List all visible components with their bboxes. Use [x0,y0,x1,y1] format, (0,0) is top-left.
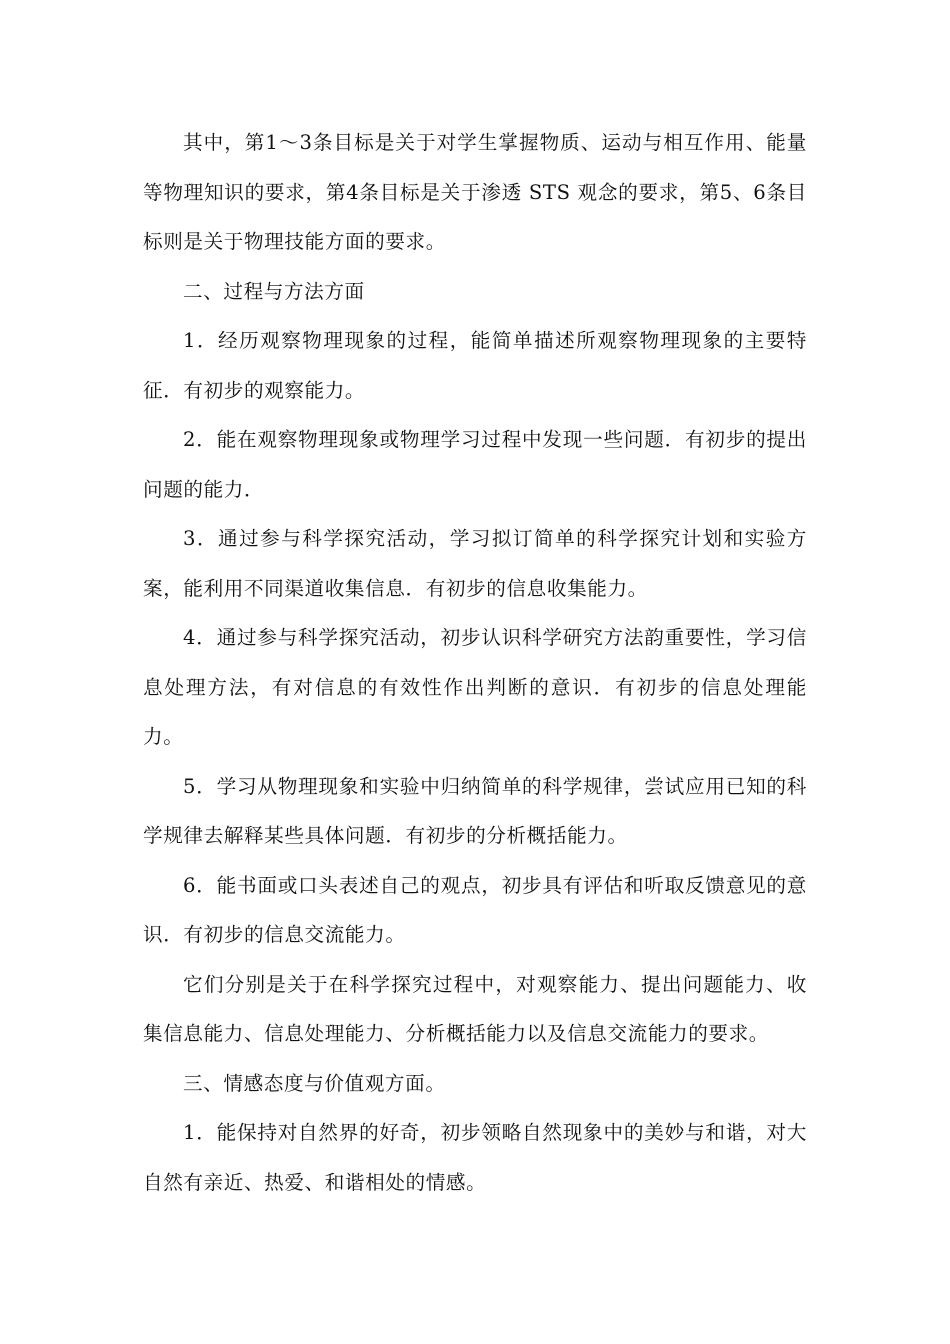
section-heading-process-method: 二、过程与方法方面 [183,279,365,303]
paragraph-summary-knowledge: 其中，第1～3条目标是关于对学生掌握物质、运动与相互作用、能量等物理知识的要求，第4条目标是关于渗透 STS 观念的要求，第5、6条目标则是关于物理技能方面的要求。 [143,131,807,253]
list-item-5: 5．学习从物理现象和实验中归纳简单的科学规律，尝试应用已知的科学规律去解释某些具体问题．有初步的分析概括能力。 [143,774,807,847]
document-page [143,118,807,1207]
section-heading-attitude-values: 三、情感态度与价值观方面。 [183,1071,446,1095]
list-item-attitude-1: 1．能保持对自然界的好奇，初步领略自然现象中的美妙与和谐，对大自然有亲近、热爱、和谐相处的情感。 [143,1121,807,1194]
list-item-6: 6．能书面或口头表述自己的观点，初步具有评估和听取反馈意见的意识．有初步的信息交流能力。 [143,873,807,946]
list-item-3: 3．通过参与科学探究活动，学习拟订简单的科学探究计划和实验方案，能利用不同渠道收集信息．有初步的信息收集能力。 [143,527,807,600]
list-item-1: 1．经历观察物理现象的过程，能简单描述所观察物理现象的主要特征．有初步的观察能力。 [143,329,807,402]
list-item-2: 2．能在观察物理现象或物理学习过程中发现一些问题．有初步的提出问题的能力． [143,428,807,501]
list-item-4: 4．通过参与科学探究活动，初步认识科学研究方法韵重要性，学习信息处理方法，有对信息的有效性作出判断的意识．有初步的信息处理能力。 [143,626,807,748]
paragraph-summary-abilities: 它们分别是关于在科学探究过程中，对观察能力、提出问题能力、收集信息能力、信息处理能力、分析概括能力以及信息交流能力的要求。 [143,972,807,1045]
